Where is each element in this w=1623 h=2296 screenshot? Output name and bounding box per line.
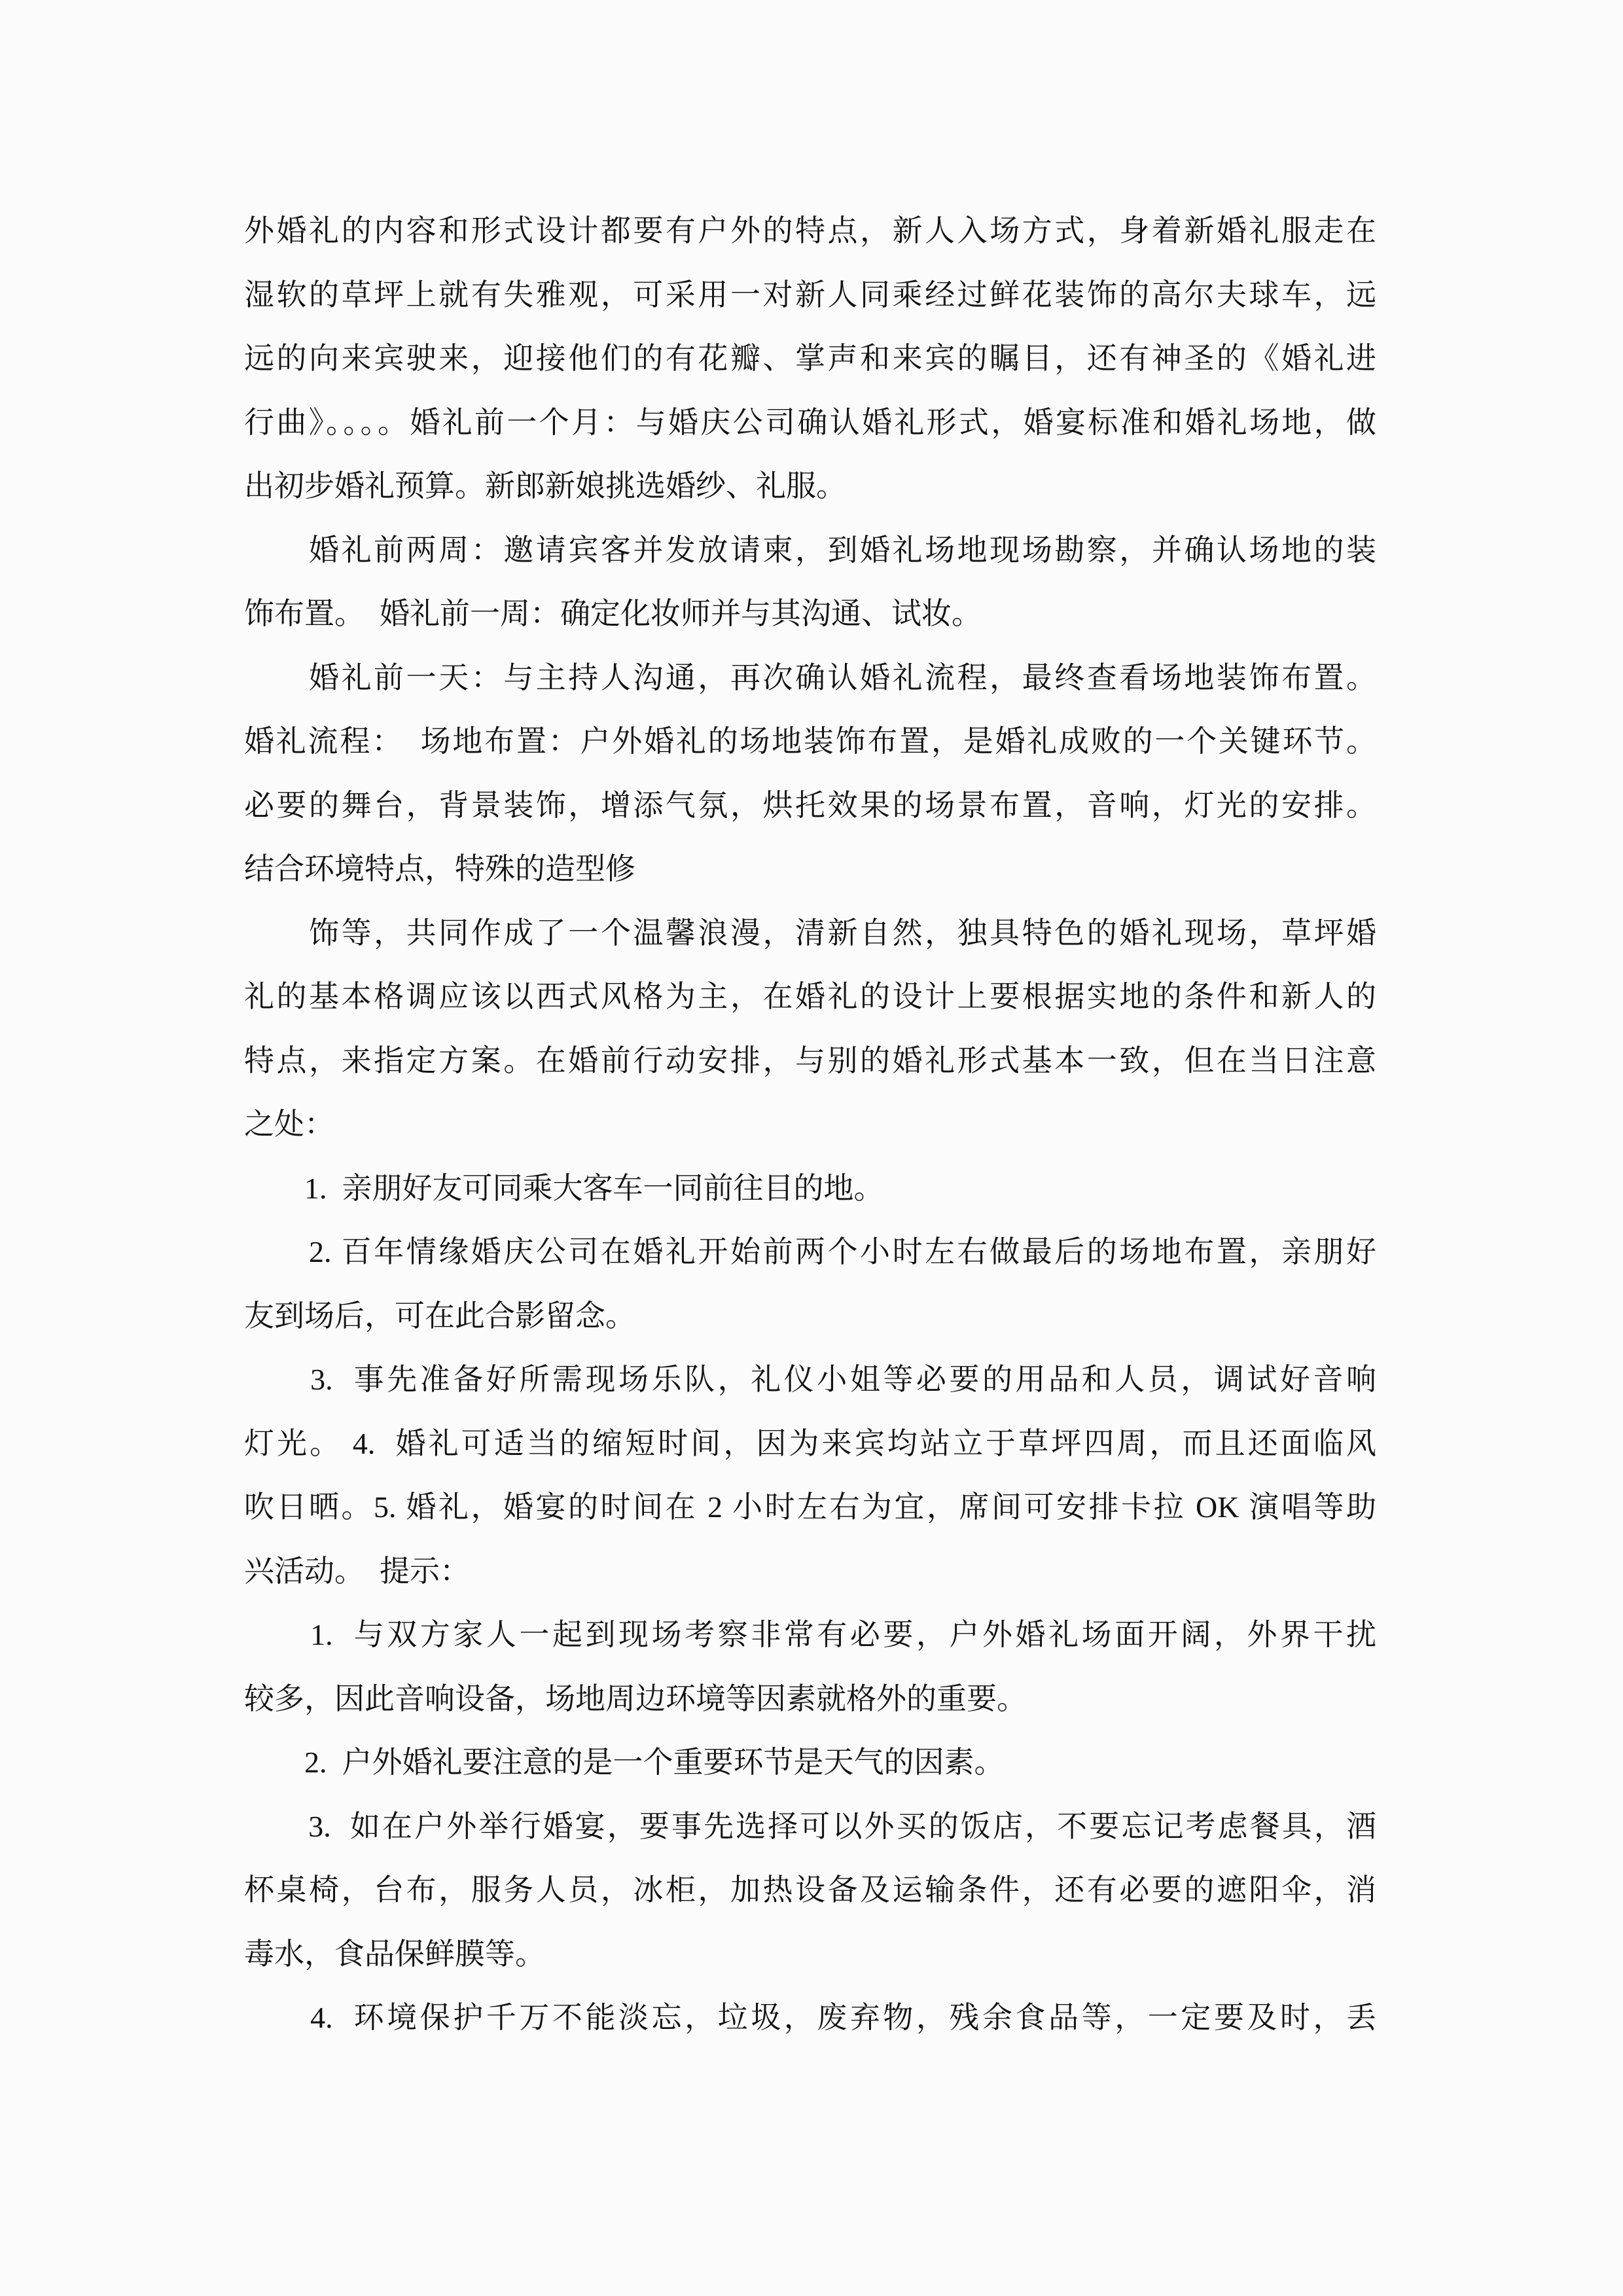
text-line: 结合环境特点，特殊的造型修 [244,852,635,886]
text-line: 杯桌椅，台布，服务人员，冰柜，加热设备及运输条件，还有必要的遮阳伞，消 [244,1873,1376,1907]
text-line: 灯光。 4. 婚礼可适当的缩短时间，因为来宾均站立于草坪四周，而且还面临风 [244,1426,1376,1460]
text-line: 行曲》。。。。婚礼前一个月：与婚庆公司确认婚礼形式，婚宴标准和婚礼场地，做 [244,405,1376,439]
text-line: 出初步婚礼预算。新郎新娘挑选婚纱、礼服。 [244,469,846,503]
text-line: 毒水，食品保鲜膜等。 [244,1937,545,1971]
text-line: 婚礼流程： 场地布置：户外婚礼的场地装饰布置，是婚礼成败的一个关键环节。 [244,725,1376,758]
text-line: 3. 事先准备好所需现场乐队，礼仪小姐等必要的用品和人员，调试好音响 [244,1363,1376,1396]
text-line: 婚礼前两周：邀请宾客并发放请柬，到婚礼场地现场勘察，并确认场地的装 [244,533,1376,567]
text-line: 外婚礼的内容和形式设计都要有户外的特点，新人入场方式，身着新婚礼服走在 [244,214,1376,247]
text-line: 2. 户外婚礼要注意的是一个重要环节是天气的因素。 [244,1746,1005,1779]
text-line: 1. 与双方家人一起到现场考察非常有必要，户外婚礼场面开阔，外界干扰 [244,1618,1376,1651]
text-line: 之处： [244,1107,334,1141]
text-line: 特点，来指定方案。在婚前行动安排，与别的婚礼形式基本一致，但在当日注意 [244,1043,1376,1077]
text-line: 1. 亲朋好友可同乘大客车一同前往目的地。 [244,1171,884,1205]
text-line: 吹日晒。5. 婚礼，婚宴的时间在 2 小时左右为宜，席间可安排卡拉 OK 演唱等助 [244,1490,1376,1524]
text-line: 较多，因此音响设备，场地周边环境等因素就格外的重要。 [244,1681,1027,1715]
document-page [244,199,1376,2050]
text-line: 礼的基本格调应该以西式风格为主，在婚礼的设计上要根据实地的条件和新人的 [244,980,1376,1013]
text-line: 饰布置。 婚礼前一周：确定化妆师并与其沟通、试妆。 [244,597,982,630]
text-line: 必要的舞台，背景装饰，增添气氛，烘托效果的场景布置，音响，灯光的安排。 [244,788,1376,822]
text-line: 兴活动。 提示： [244,1554,470,1588]
text-line: 2. 百年情缘婚庆公司在婚礼开始前两个小时左右做最后的场地布置，亲朋好 [244,1235,1376,1268]
text-line: 湿软的草坪上就有失雅观，可采用一对新人同乘经过鲜花装饰的高尔夫球车，远 [244,278,1376,312]
text-line: 友到场后，可在此合影留念。 [244,1299,635,1333]
text-line: 婚礼前一天：与主持人沟通，再次确认婚礼流程，最终查看场地装饰布置。 [244,660,1376,694]
text-line: 饰等，共同作成了一个温馨浪漫，清新自然，独具特色的婚礼现场，草坪婚 [244,916,1376,950]
text-line: 4. 环境保护千万不能淡忘，垃圾，废弃物，残余食品等，一定要及时，丢 [244,2001,1376,2034]
text-line: 远的向来宾驶来，迎接他们的有花瓣、掌声和来宾的瞩目，还有神圣的《婚礼进 [244,342,1376,375]
text-line: 3. 如在户外举行婚宴，要事先选择可以外买的饭店，不要忘记考虑餐具，酒 [244,1809,1376,1843]
